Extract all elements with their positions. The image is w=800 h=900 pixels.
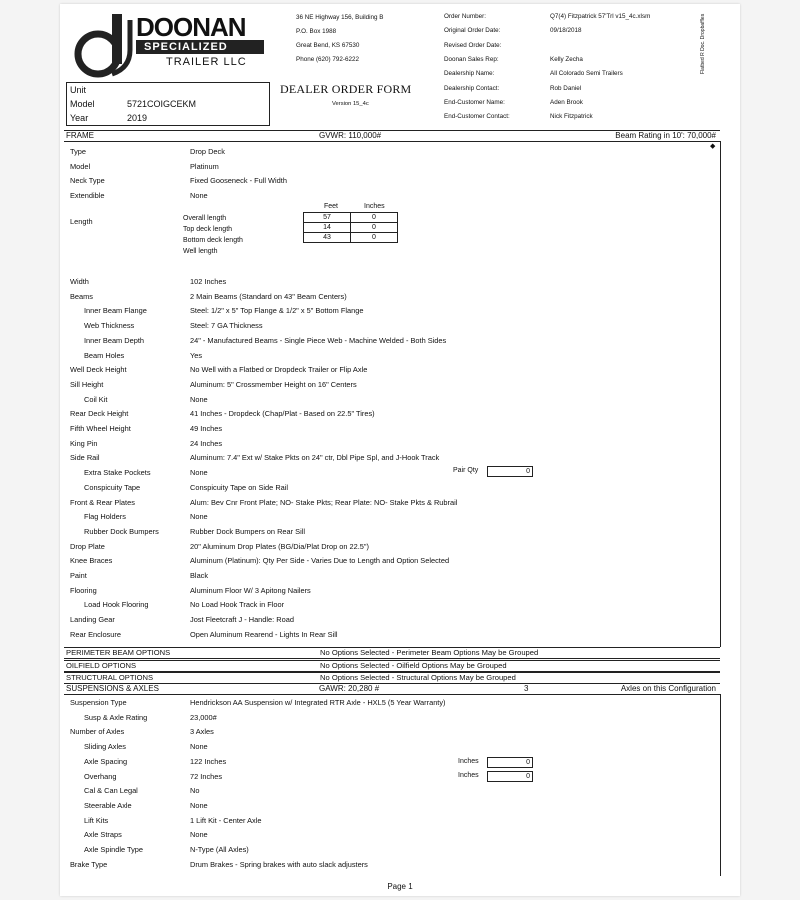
inches-cell[interactable]: 0 xyxy=(351,223,398,233)
option-section-title: OILFIELD OPTIONS xyxy=(66,660,137,670)
spec-value: Platinum xyxy=(190,161,219,171)
feet-header: Feet xyxy=(324,203,339,210)
spec-label: Coil Kit xyxy=(84,394,108,404)
spec-label: Type xyxy=(70,147,87,156)
length-label: Length xyxy=(70,217,93,226)
spec-value: No Load Hook Track in Floor xyxy=(190,600,285,610)
spec-label: Rear Enclosure xyxy=(70,629,121,639)
inches-header: Inches xyxy=(364,203,385,210)
spec-value: No xyxy=(190,786,200,796)
axles-config: Axles on this Configuration xyxy=(620,684,716,693)
spec-label: Front & Rear Plates xyxy=(70,497,135,507)
address-line-1: 36 NE Highway 156, Building B xyxy=(296,14,384,21)
model-row xyxy=(67,97,269,111)
spec-label: Landing Gear xyxy=(70,615,115,625)
spec-value: N-Type (All Axles) xyxy=(190,845,249,854)
spec-label: Overhang xyxy=(84,771,117,781)
year-value: 2019 xyxy=(127,113,148,123)
order-field-label: Revised Order Date: xyxy=(444,41,502,49)
spec-value: Yes xyxy=(190,350,203,360)
address-line-3: Great Bend, KS 67530 xyxy=(296,42,360,49)
spec-label: Drop Plate xyxy=(70,541,105,551)
spec-label: Beams xyxy=(70,291,94,301)
marker-icon: ◆ xyxy=(710,143,716,150)
spec-value: None xyxy=(190,190,208,200)
spec-value: None xyxy=(190,830,208,840)
spec-value: None xyxy=(190,742,208,752)
frame-title: FRAME xyxy=(66,131,94,140)
spec-label: Rubber Dock Bumpers xyxy=(84,526,159,536)
spec-label: Axle Spindle Type xyxy=(84,845,144,854)
spec-value: Hendrickson AA Suspension w/ Integrated RTR Axle - HXL5 (5 Year Warranty) xyxy=(190,698,446,707)
length-sub-label: Overall length xyxy=(183,215,227,222)
order-field-value: Nick Fitzpatrick xyxy=(550,113,593,121)
order-field-label: End-Customer Name: xyxy=(444,98,505,106)
address-line-2: P.O. Box 1988 xyxy=(296,28,337,35)
order-field-value: 09/18/2018 xyxy=(550,27,582,35)
gvwr: GVWR: 110,000# xyxy=(319,131,382,140)
spec-label: Susp & Axle Rating xyxy=(84,712,148,722)
spec-value: Steel: 1/2" x 5" Top Flange & 1/2" x 5" Bottom Flange xyxy=(190,306,364,316)
spec-value: 24 Inches xyxy=(190,438,223,448)
length-dimensions-table xyxy=(303,212,398,243)
spec-value: Alum: Bev Cnr Front Plate; NO- Stake Pkts; Rear Plate: NO- Stake Pkts & Rubrail xyxy=(190,497,458,507)
unit-label: Unit xyxy=(70,85,87,95)
form-title: DEALER ORDER FORM xyxy=(280,82,412,96)
spec-label: Sliding Axles xyxy=(84,742,126,752)
spec-label: Model xyxy=(70,161,91,171)
length-dim-row xyxy=(304,233,398,243)
inches-cell[interactable]: 0 xyxy=(351,213,398,223)
spec-label: Width xyxy=(70,277,89,286)
logo-line2: SPECIALIZED xyxy=(144,41,228,53)
overhang-input[interactable]: 0 xyxy=(487,771,533,782)
spec-label: Sill Height xyxy=(70,379,104,389)
suspension-border xyxy=(64,694,721,876)
length-sub-label: Top deck length xyxy=(183,226,233,233)
spec-label: Inner Beam Flange xyxy=(84,306,147,316)
spec-label: Axle Spacing xyxy=(84,756,128,766)
spec-label: Flag Holders xyxy=(84,512,126,522)
spec-value: Drop Deck xyxy=(190,147,225,156)
spec-value: Drum Brakes - Spring brakes with auto slack adjusters xyxy=(190,859,368,869)
spec-value: Aluminum (Platinum): Qty Per Side - Varies Due to Length and Option Selected xyxy=(190,556,450,566)
overhang-inches-label: Inches xyxy=(458,772,479,779)
spec-label: Web Thickness xyxy=(84,321,135,331)
spec-value: Fixed Gooseneck - Full Width xyxy=(190,176,287,186)
length-dim-row xyxy=(304,223,398,233)
spec-label: Neck Type xyxy=(70,176,105,186)
spec-value: None xyxy=(190,394,208,404)
spec-label: Knee Braces xyxy=(70,556,113,566)
spec-label: Inner Beam Depth xyxy=(84,335,144,345)
length-dim-row xyxy=(304,213,398,223)
unit-box xyxy=(66,82,270,126)
option-section-title: PERIMETER BEAM OPTIONS xyxy=(66,648,171,657)
spec-label: Fifth Wheel Height xyxy=(70,424,131,433)
suspension-title: SUSPENSIONS & AXLES xyxy=(66,684,159,693)
order-field-label: Dealership Contact: xyxy=(444,84,500,92)
unit-row xyxy=(67,83,269,97)
option-section-title: STRUCTURAL OPTIONS xyxy=(66,673,154,682)
inches-cell[interactable]: 0 xyxy=(351,233,398,243)
axle-spacing-input[interactable]: 0 xyxy=(487,757,533,768)
feet-cell[interactable]: 43 xyxy=(304,233,351,243)
spec-value: None xyxy=(190,800,208,810)
spec-label: Axle Straps xyxy=(84,830,122,840)
side-note: Flatbed R Doc. Dropbaffles xyxy=(700,13,706,74)
doonan-logo xyxy=(70,10,270,82)
feet-cell[interactable]: 14 xyxy=(304,223,351,233)
spec-value: 20" Aluminum Drop Plates (BG/Dia/Plat Drop on 22.5") xyxy=(190,541,370,551)
order-field-label: Order Number: xyxy=(444,13,486,20)
spec-label: Cal & Can Legal xyxy=(84,786,138,796)
spec-value: 102 Inches xyxy=(190,277,227,286)
spec-value: No Well with a Flatbed or Dropdeck Trailer or Flip Axle xyxy=(190,365,368,375)
gawr: GAWR: 20,280 # xyxy=(319,684,380,693)
spec-value: 24" - Manufactured Beams - Single Piece Web - Machine Welded - Both Sides xyxy=(190,335,447,345)
spec-label: Steerable Axle xyxy=(84,800,132,810)
spec-value: 23,000# xyxy=(190,712,217,722)
order-field-label: Original Order Date: xyxy=(444,27,501,35)
spec-label: Flooring xyxy=(70,585,97,595)
feet-cell[interactable]: 57 xyxy=(304,213,351,223)
page-number: Page 1 xyxy=(387,882,413,891)
logo-line1: DOONAN xyxy=(136,12,246,42)
spec-label: Beam Holes xyxy=(84,350,125,360)
model-value: 5721COIGCEKM xyxy=(127,99,197,109)
logo-line3: TRAILER LLC xyxy=(166,56,247,68)
spec-label: Brake Type xyxy=(70,859,108,869)
pair-qty-label: Pair Qty xyxy=(453,467,479,474)
spec-value: 122 Inches xyxy=(190,756,227,766)
order-field-label: Doonan Sales Rep: xyxy=(444,55,499,63)
beam-rating: Beam Rating in 10': 70,000# xyxy=(615,131,716,140)
order-field-value: Rob Daniel xyxy=(550,84,582,92)
spec-label: Well Deck Height xyxy=(70,365,127,375)
spec-label: Load Hook Flooring xyxy=(84,600,149,610)
spec-value: 1 Lift Kit - Center Axle xyxy=(190,815,262,825)
year-row xyxy=(67,111,269,125)
spec-value: Aluminum: 7.4" Ext w/ Stake Pkts on 24" ctr, Dbl Pipe Spl, and J-Hook Track xyxy=(190,453,440,463)
spec-value: Jost Fleetcraft J - Handle: Road xyxy=(190,615,294,625)
length-sub-label: Bottom deck length xyxy=(183,237,243,244)
spec-label: Paint xyxy=(70,571,87,580)
spec-label: Conspicuity Tape xyxy=(84,482,141,492)
spec-value: 2 Main Beams (Standard on 43" Beam Centers) xyxy=(190,291,347,301)
spec-value: Steel: 7 GA Thickness xyxy=(190,321,263,331)
spec-value: None xyxy=(190,512,208,522)
pair-qty-input[interactable]: 0 xyxy=(487,466,533,477)
spec-label: Suspension Type xyxy=(70,698,127,707)
option-section-note: No Options Selected - Oilfield Options May be Grouped xyxy=(320,660,507,670)
axle-count: 3 xyxy=(524,684,529,693)
spec-label: Side Rail xyxy=(70,453,100,463)
order-field-label: Dealership Name: xyxy=(444,70,495,78)
spec-value: 49 Inches xyxy=(190,424,223,433)
form-version: Version 15_4c xyxy=(332,101,369,107)
option-section-note: No Options Selected - Structural Options May be Grouped xyxy=(320,673,516,682)
option-section-note: No Options Selected - Perimeter Beam Options May be Grouped xyxy=(320,648,539,657)
spec-value: Rubber Dock Bumpers on Rear Sill xyxy=(190,526,306,536)
spec-label: King Pin xyxy=(70,438,98,448)
option-section-bar xyxy=(64,660,720,672)
order-field-value: All Colorado Semi Trailers xyxy=(550,70,623,78)
spec-value: Conspicuity Tape on Side Rail xyxy=(190,482,289,492)
order-field-value: Aden Brook xyxy=(550,98,583,106)
spec-value: Aluminum Floor W/ 3 Apitong Nailers xyxy=(190,585,311,595)
length-sub-label: Well length xyxy=(183,248,218,255)
spec-value: Black xyxy=(190,571,209,580)
spec-value: 72 Inches xyxy=(190,771,223,781)
option-section-bar xyxy=(64,647,720,659)
spec-label: Number of Axles xyxy=(70,727,125,737)
phone: Phone (620) 792-6222 xyxy=(296,56,360,63)
spec-value: None xyxy=(190,468,208,478)
spec-value: 41 Inches - Dropdeck (Chap/Plat - Based on 22.5" Tires) xyxy=(190,409,375,419)
axle-spacing-inches-label: Inches xyxy=(458,758,479,765)
order-form-page xyxy=(60,4,740,896)
model-label: Model xyxy=(70,99,95,109)
spec-value: Aluminum: 5" Crossmember Height on 16" Centers xyxy=(190,379,357,389)
spec-value: Open Aluminum Rearend - Lights In Rear Sill xyxy=(190,629,338,639)
spec-label: Extendible xyxy=(70,190,105,200)
year-label: Year xyxy=(70,113,89,123)
spec-label: Extra Stake Pockets xyxy=(84,468,151,478)
order-field-value: Kelly Zecha xyxy=(550,55,583,63)
order-field-value: Q7(4) Fitzpatrick 57'Trl v15_4c.xlsm xyxy=(550,13,651,20)
spec-label: Rear Deck Height xyxy=(70,409,129,419)
spec-value: 3 Axles xyxy=(190,727,214,737)
order-field-label: End-Customer Contact: xyxy=(444,113,510,121)
spec-label: Lift Kits xyxy=(84,815,109,825)
